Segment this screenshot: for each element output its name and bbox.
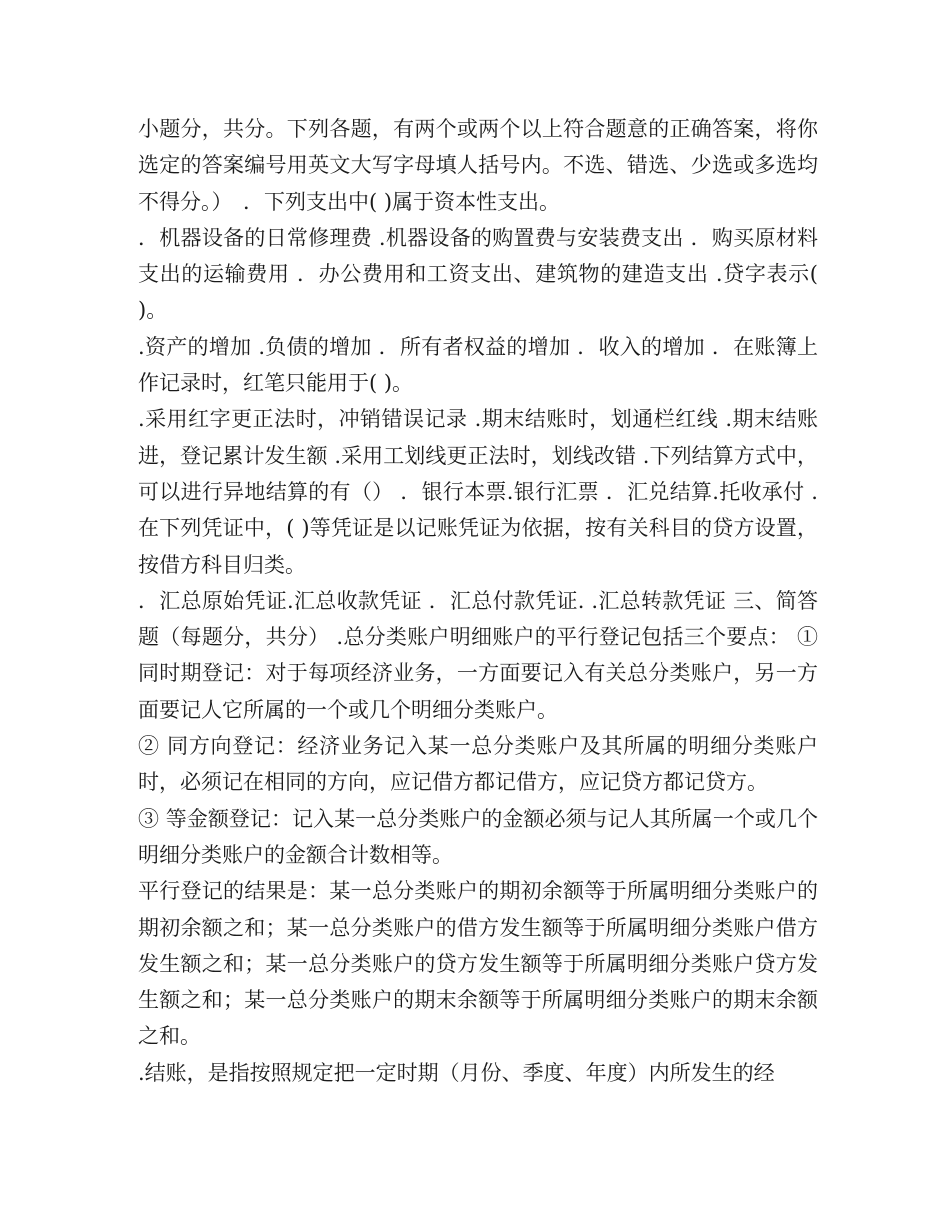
paragraph-9: .结账，是指按照规定把一定时期（月份、季度、年度）内所发生的经 xyxy=(138,1060,775,1085)
paragraph-6: ② 同方向登记：经济业务记入某一总分类账户及其所属的明细分类账户时，必须记在相同的方向，应记借方都记借方，应记贷方都记贷方。 xyxy=(138,734,818,795)
paragraph-7: ③ 等金额登记：记入某一总分类账户的金额必须与记人其所属一个或几个明细分类账户的金额合计数相等。 xyxy=(138,806,818,867)
paragraph-3: .资产的增加 .负债的增加 ．所有者权益的增加 ．收入的增加 ．在账簿上作记录时，红笔只能用于( )。 xyxy=(138,334,818,396)
paragraph-8: 平行登记的结果是：某一总分类账户的期初余额等于所属明细分类账户的期初余额之和；某一总分类账户的借方发生额等于所属明细分类账户借方发生额之和；某一总分类账户的贷方发生额等于所属明细分类账户贷方发生额之和；某一总分类账户的期末余额等于所属明细分类账户的期末余额之和。 xyxy=(138,879,818,1049)
paragraph-2: ．机器设备的日常修理费 .机器设备的购置费与安装费支出 ．购买原材料支出的运输费用 ．办公费用和工资支出、建筑物的建造支出 .贷字表示( )。 xyxy=(138,225,818,323)
paragraph-4: .采用红字更正法时，冲销错误记录 .期末结账时，划通栏红线 .期末结账进，登记累计发生额 .采用工划线更正法时，划线改错 .下列结算方式中，可以进行异地结算的有（） ．银行本票.银行汇票 ．汇兑结算.托收承付 .在下列凭证中，( )等凭证是以记账凭证为依据，按有关科目的贷方设置，按借方科目归类。 xyxy=(138,407,818,577)
paragraph-1: 小题分，共分。下列各题，有两个或两个以上符合题意的正确答案，将你选定的答案编号用英文大写字母填人括号内。不选、错选、少选或多选均不得分。） ．下列支出中( )属于资本性支出。 xyxy=(138,117,818,214)
document-body xyxy=(138,111,818,1091)
paragraph-5: ．汇总原始凭证.汇总收款凭证 ．汇总付款凭证. .汇总转款凭证 三、简答题（每题分，共分） .总分类账户明细账户的平行登记包括三个要点： ①同时期登记：对于每项经济业务，一方面要记入有关总分类账户，另一方面要记人它所属的一个或几个明细分类账户。 xyxy=(138,588,818,722)
